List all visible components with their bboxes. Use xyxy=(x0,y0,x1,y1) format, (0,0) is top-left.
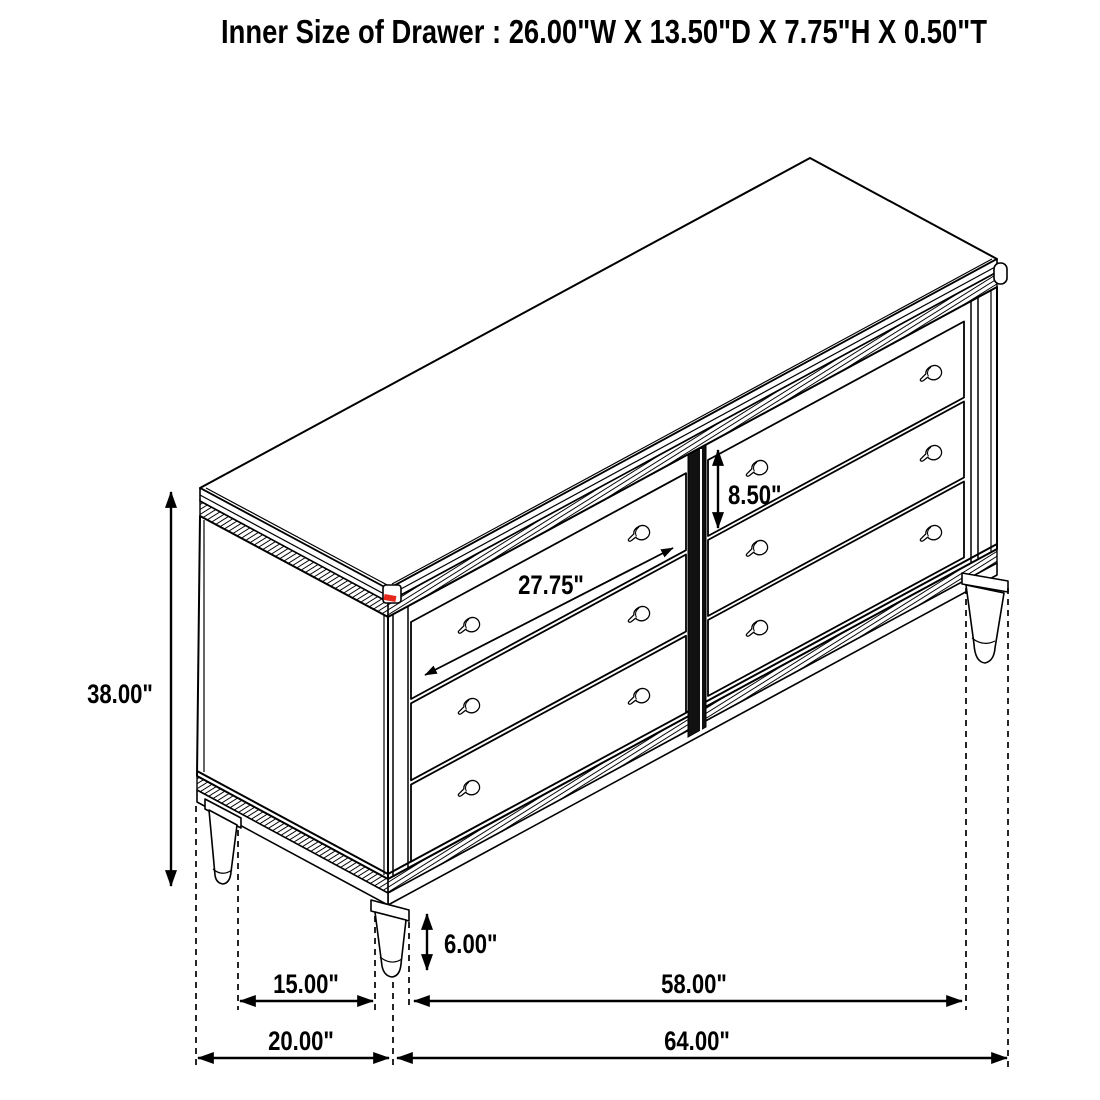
dimension-label-drawer-face-width: 27.75" xyxy=(518,571,584,601)
dimension-label-overall-width: 64.00" xyxy=(664,1027,730,1057)
center-divider xyxy=(688,445,706,737)
front-right-leg xyxy=(962,573,1008,663)
divider-bar xyxy=(688,445,706,737)
dimension-label-overall-height: 38.00" xyxy=(87,680,153,710)
dimension-label-overall-depth: 20.00" xyxy=(268,1027,334,1057)
front-left-leg xyxy=(371,900,409,977)
dimension-label-side-leg-span: 15.00" xyxy=(273,970,339,1000)
front-right-corner-cap xyxy=(994,263,1007,284)
dimension-label-top-drawer-height: 8.50" xyxy=(728,481,782,511)
dimension-label-leg-height: 6.00" xyxy=(444,930,498,960)
dimension-label-front-leg-span: 58.00" xyxy=(661,970,727,1000)
page-title: Inner Size of Drawer : 26.00"W X 13.50"D X 7.75"H X 0.50"T xyxy=(221,13,987,50)
